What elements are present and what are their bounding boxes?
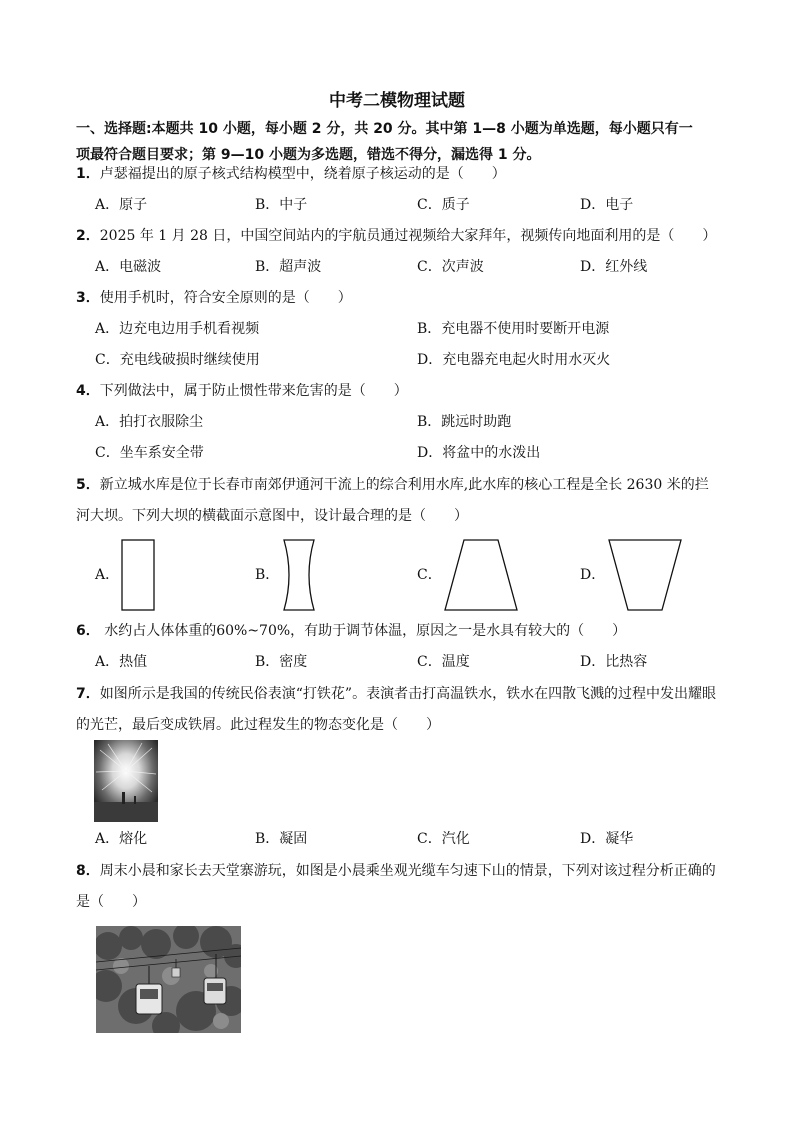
question-8 — [76, 856, 756, 886]
option-a[interactable]: A．熔化 — [95, 831, 148, 847]
dam-trapezoid-diagram — [442, 538, 520, 612]
question-1-options — [95, 190, 755, 220]
option-b[interactable]: B．跳远时助跑 — [417, 414, 512, 430]
cable-car-photo — [96, 926, 241, 1033]
option-b[interactable]: B． — [255, 567, 280, 583]
question-number: 1． — [76, 166, 100, 182]
section-heading-line1: 一、选择题:本题共 10 小题，每小题 2 分，共 20 分。其中第 1—8 小题为单选题，每小题只有一 — [76, 121, 693, 137]
iron-flower-photo — [94, 740, 158, 822]
question-number: 2． — [76, 228, 100, 244]
question-stem-line1: 周末小晨和家长去天堂寨游玩，如图是小晨乘坐观光缆车匀速下山的情景，下列对该过程分析正确的 — [99, 863, 716, 879]
question-7 — [76, 679, 756, 709]
option-c[interactable]: C．温度 — [417, 654, 470, 670]
question-stem-line2: 是（ ） — [76, 894, 146, 910]
option-d[interactable]: D．将盆中的水泼出 — [417, 445, 541, 461]
question-4-options-row2 — [95, 438, 755, 468]
question-number: 3． — [76, 290, 100, 306]
question-4 — [76, 376, 756, 406]
question-stem-line2: 河大坝。下列大坝的横截面示意图中，设计最合理的是（ ） — [76, 508, 468, 524]
option-c[interactable]: C．汽化 — [417, 831, 470, 847]
option-a[interactable]: A．原子 — [95, 197, 148, 213]
question-7-line2 — [76, 710, 756, 740]
question-stem: 下列做法中，属于防止惯性带来危害的是（ ） — [99, 383, 408, 399]
question-7-options — [95, 824, 755, 854]
option-b[interactable]: B．凝固 — [255, 831, 308, 847]
option-c[interactable]: C．坐车系安全带 — [95, 445, 204, 461]
option-b[interactable]: B．中子 — [255, 197, 308, 213]
option-c[interactable]: C．质子 — [417, 197, 470, 213]
question-number: 6． — [76, 623, 100, 639]
question-5 — [76, 470, 756, 500]
question-2 — [76, 221, 756, 251]
page-title: 中考二模物理试题 — [329, 91, 465, 111]
option-a[interactable]: A．热值 — [95, 654, 148, 670]
question-stem-line1: 如图所示是我国的传统民俗表演“打铁花”。表演者击打高温铁水，铁水在四散飞溅的过程中发出耀眼 — [99, 686, 717, 702]
question-6-options — [95, 647, 755, 677]
option-b[interactable]: B．充电器不使用时要断开电源 — [417, 321, 610, 337]
dam-rectangle-diagram — [120, 538, 156, 612]
question-stem: 使用手机时，符合安全原则的是（ ） — [99, 290, 352, 306]
dam-inverted-trapezoid-diagram — [606, 538, 684, 612]
option-d[interactable]: D．比热容 — [580, 654, 648, 670]
question-2-options — [95, 252, 755, 282]
question-stem: 卢瑟福提出的原子核式结构模型中，绕着原子核运动的是（ ） — [99, 166, 506, 182]
dam-concave-diagram — [280, 538, 318, 612]
option-a[interactable]: A．电磁波 — [95, 259, 162, 275]
option-a[interactable]: A． — [95, 567, 120, 583]
option-b[interactable]: B．超声波 — [255, 259, 322, 275]
question-3-options-row1 — [95, 314, 755, 344]
option-d[interactable]: D．红外线 — [580, 259, 648, 275]
section-heading-line2: 项最符合题目要求；第 9—10 小题为多选题，错选不得分，漏选得 1 分。 — [76, 147, 541, 163]
option-c[interactable]: C．充电线破损时继续使用 — [95, 352, 260, 368]
question-4-options-row1 — [95, 407, 755, 437]
question-3 — [76, 283, 756, 313]
option-c[interactable]: C．次声波 — [417, 259, 484, 275]
question-stem: 水约占人体体重的60%~70%，有助于调节体温，原因之一是水具有较大的（ ） — [104, 623, 627, 639]
question-number: 5． — [76, 477, 100, 493]
question-number: 4． — [76, 383, 100, 399]
option-d[interactable]: D．凝华 — [580, 831, 634, 847]
option-b[interactable]: B．密度 — [255, 654, 308, 670]
question-3-options-row2 — [95, 345, 755, 375]
option-d[interactable]: D．充电器充电起火时用水灭火 — [417, 352, 611, 368]
option-d[interactable]: D． — [580, 567, 606, 583]
question-8-line2 — [76, 887, 756, 917]
question-number: 7． — [76, 686, 100, 702]
option-a[interactable]: A．拍打衣服除尘 — [95, 414, 204, 430]
question-6 — [76, 616, 756, 646]
option-a[interactable]: A．边充电边用手机看视频 — [95, 321, 260, 337]
question-stem-line2: 的光芒，最后变成铁屑。此过程发生的物态变化是（ ） — [76, 717, 440, 733]
question-stem: 2025 年 1 月 28 日，中国空间站内的宇航员通过视频给大家拜年，视频传向地面利用的是（ ） — [99, 228, 717, 244]
option-c[interactable]: C． — [417, 567, 442, 583]
question-1 — [76, 159, 756, 189]
question-number: 8． — [76, 863, 100, 879]
question-stem-line1: 新立城水库是位于长春市南郊伊通河干流上的综合利用水库,此水库的核心工程是全长 2630 米的拦 — [99, 477, 709, 493]
question-5-line2 — [76, 501, 756, 531]
option-d[interactable]: D．电子 — [580, 197, 634, 213]
